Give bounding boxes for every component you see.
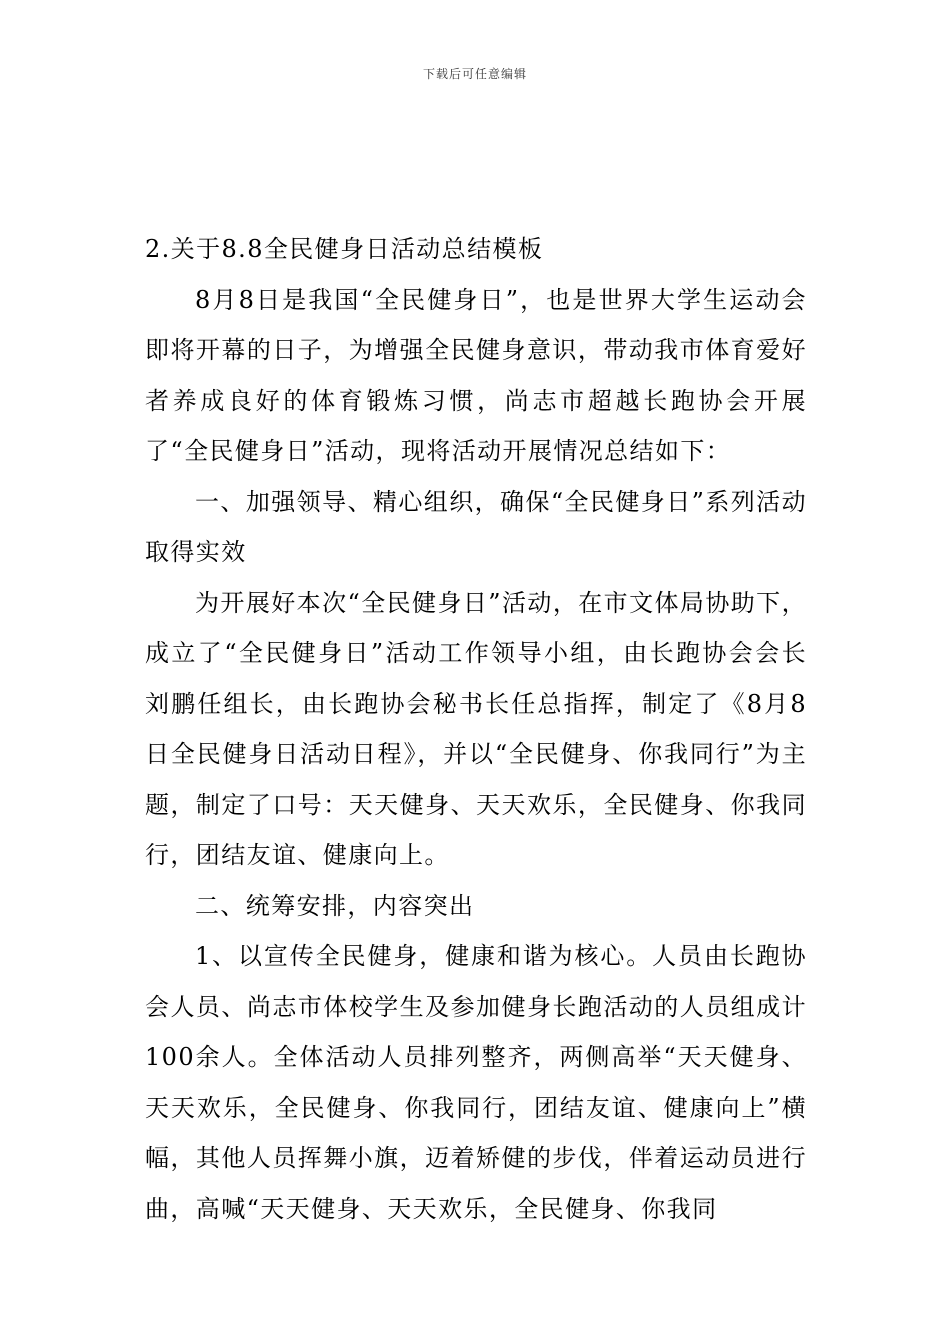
paragraph-activity-1: 1、以宣传全民健身，健康和谐为核心。人员由长跑协会人员、尚志市体校学生及参加健身长跑活动的人员组成计100余人。全体活动人员排列整齐，两侧高举“天天健身、天天欢乐，全民健身、你我同行，团结友谊、健康向上”横幅，其他人员挥舞小旗，迈着矫健的步伐，伴着运动员进行曲，高喊“天天健身、天天欢乐，全民健身、你我同	[145, 942, 807, 1223]
section-heading-1: 一、加强领导、精心组织，确保“全民健身日”系列活动取得实效	[145, 487, 807, 566]
page-header-note: 下载后可任意编辑	[422, 67, 527, 81]
paragraph-intro: 8月8日是我国“全民健身日”，也是世界大学生运动会即将开幕的日子，为增强全民健身意识，带动我市体育爱好者养成良好的体育锻炼习惯，尚志市超越长跑协会开展了“全民健身日”活动，现将活动开展情况总结如下：	[145, 285, 807, 465]
document-body	[145, 224, 807, 1234]
document-title: 2.关于8.8全民健身日活动总结模板	[145, 235, 544, 263]
section-heading-2: 二、统筹安排，内容突出	[195, 891, 475, 920]
paragraph-organization: 为开展好本次“全民健身日”活动，在市文体局协助下，成立了“全民健身日”活动工作领导小组，由长跑协会会长刘鹏任组长，由长跑协会秘书长任总指挥，制定了《8月8日全民健身日活动日程》，并以“全民健身、你我同行”为主题，制定了口号：天天健身、天天欢乐，全民健身、你我同行，团结友谊、健康向上。	[145, 588, 807, 869]
